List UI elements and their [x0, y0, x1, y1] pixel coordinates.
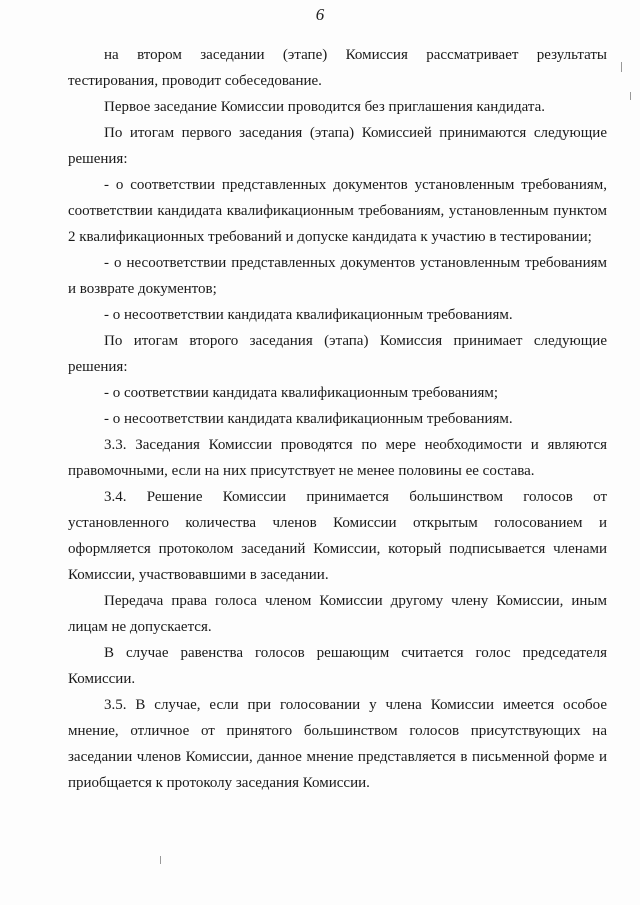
scan-mark-right-top — [621, 62, 622, 72]
document-body — [68, 42, 607, 796]
paragraph-3: По итогам первого заседания (этапа) Комиссией принимаются следующие решения: — [68, 125, 607, 167]
paragraph-2: Первое заседание Комиссии проводится без приглашения кандидата. — [104, 99, 545, 115]
scan-mark-right-mid — [630, 92, 631, 100]
page-number: 6 — [315, 5, 325, 24]
paragraph-10: 3.3. Заседания Комиссии проводятся по мере необходимости и являются правомочными, если на них присутствует не менее половины ее состава. — [68, 437, 607, 479]
scan-mark-bottom — [160, 856, 161, 864]
paragraph-13: В случае равенства голосов решающим считается голос председателя Комиссии. — [68, 645, 607, 687]
paragraph-11: 3.4. Решение Комиссии принимается большинством голосов от установленного количества членов Комиссии открытым голосованием и оформляется протоколом заседаний Комиссии, который подписывается членами Комиссии, участвовавшими в заседании. — [68, 489, 607, 583]
paragraph-9: - о несоответствии кандидата квалификационным требованиям. — [104, 411, 513, 427]
paragraph-12: Передача права голоса членом Комиссии другому члену Комиссии, иным лицам не допускается. — [68, 593, 607, 635]
paragraph-4: - о соответствии представленных документов установленным требованиям, соответствии кандидата квалификационным требованиям, установленным пунктом 2 квалификационных требований и допуске кандидата к участию в тестировании; — [68, 177, 607, 245]
paragraph-7: По итогам второго заседания (этапа) Комиссия принимает следующие решения: — [68, 333, 607, 375]
paragraph-6: - о несоответствии кандидата квалификационным требованиям. — [104, 307, 513, 323]
paragraph-5: - о несоответствии представленных документов установленным требованиям и возврате документов; — [68, 255, 607, 297]
paragraph-1: на втором заседании (этапе) Комиссия рассматривает результаты тестирования, проводит собеседование. — [68, 47, 607, 89]
paragraph-14: 3.5. В случае, если при голосовании у члена Комиссии имеется особое мнение, отличное от принятого большинством голосов присутствующих на заседании членов Комиссии, данное мнение представляется в письменной форме и приобщается к протоколу заседания Комиссии. — [68, 697, 607, 791]
paragraph-8: - о соответствии кандидата квалификационным требованиям; — [104, 385, 499, 401]
